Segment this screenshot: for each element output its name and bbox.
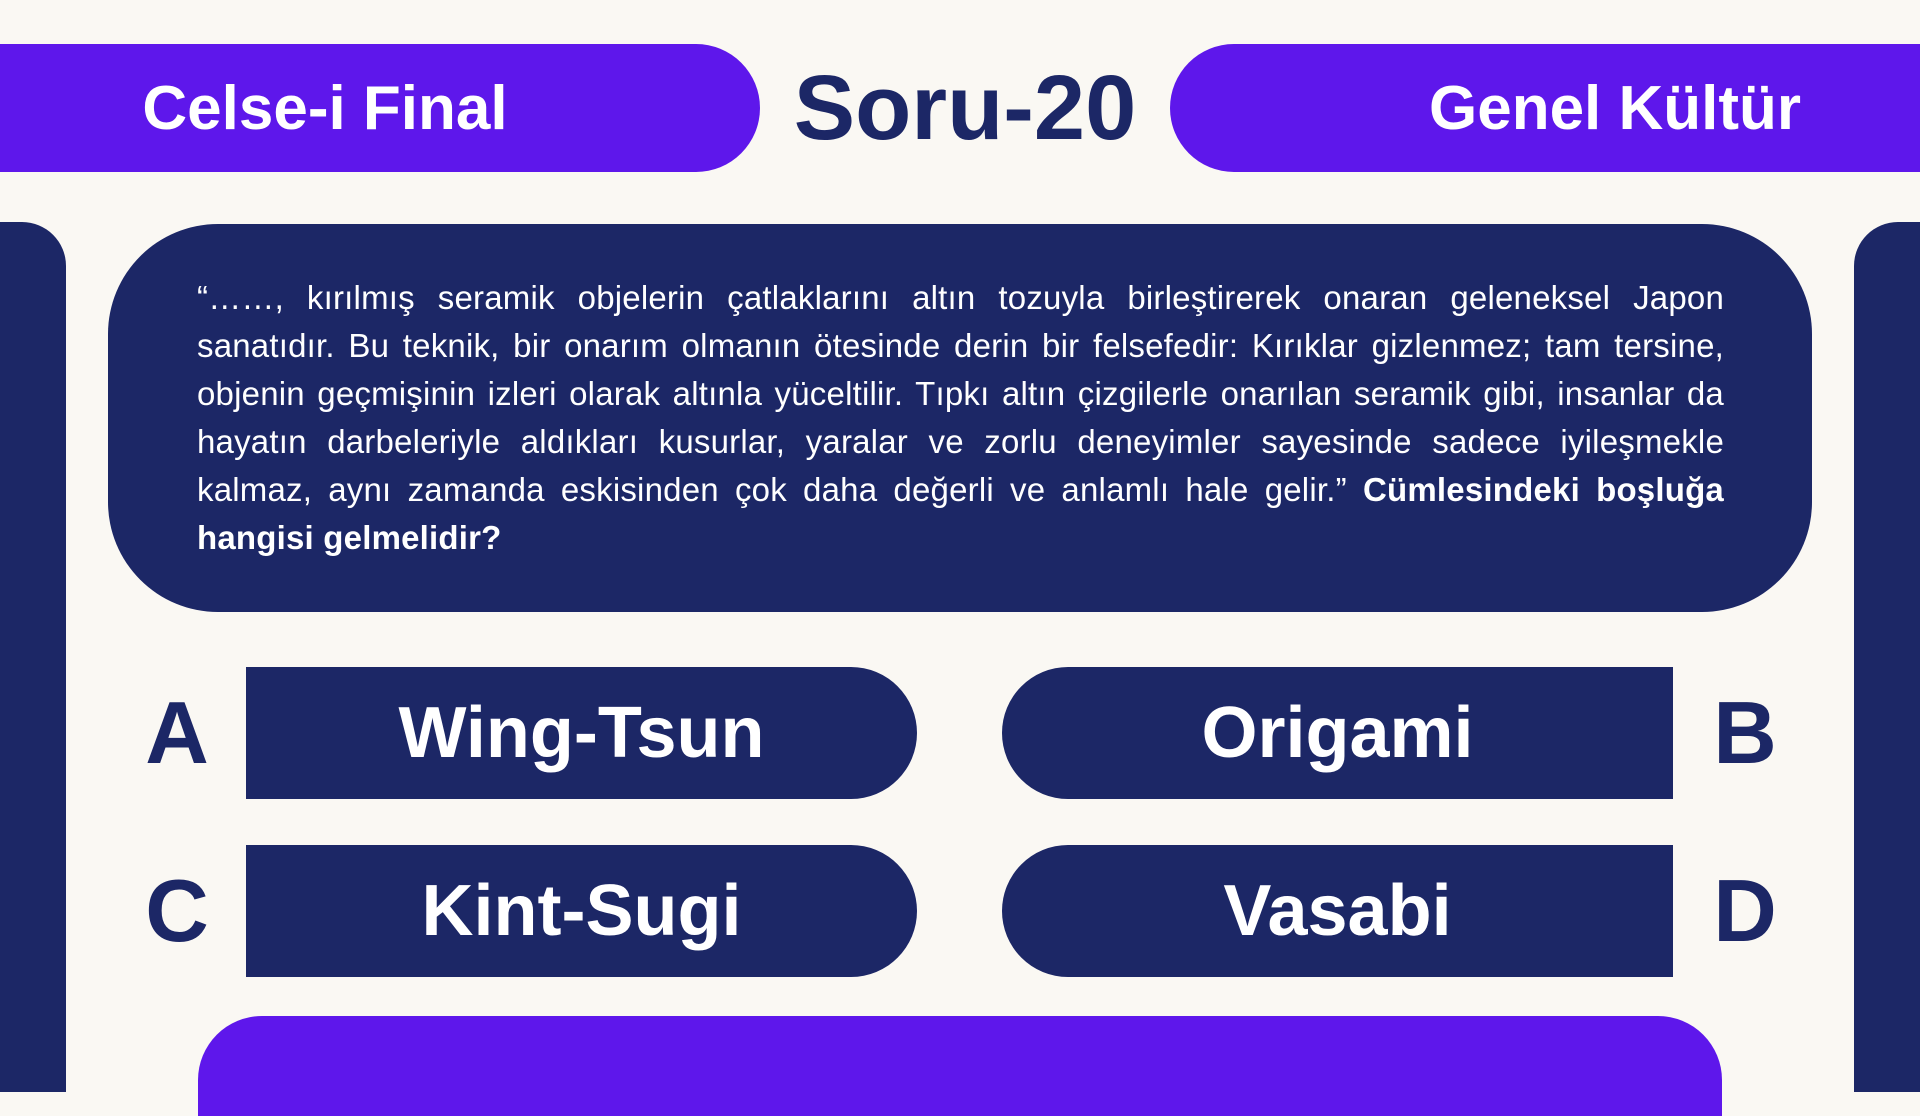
question-box [108, 224, 1812, 612]
option-letter-c: C [145, 861, 209, 960]
option-d-label: Vasabi [1223, 871, 1452, 951]
question-prompt: Cümlesindeki boşluğa hangisi gelmelidir? [197, 471, 1724, 556]
question-body: “……, kırılmış seramik objelerin çatlaklarını altın tozuyla birleştirerek onaran geleneksel Japon sanatıdır. Bu teknik, bir onarım olmanın ötesinde derin bir felsefedir: Kırıklar gizlenmez; tam tersine, objenin geçmişinin izleri olarak altınla yüceltilir. Tıpkı altın çizgilerle onarılan seramik gibi, insanlar da hayatın darbeleriyle aldıkları kusurlar, yaralar ve zorlu deneyimler sayesinde sadece iyileşmekle kalmaz, aynı zamanda eskisinden çok daha değerli ve anlamlı hale gelir.” [197, 279, 1724, 508]
header-left-banner [0, 44, 760, 172]
category-title: Genel Kültür [1428, 73, 1802, 143]
right-side-pillar [1854, 222, 1920, 1092]
question-text [197, 274, 1724, 562]
option-a-label: Wing-Tsun [398, 693, 765, 773]
option-b-label: Origami [1201, 693, 1474, 773]
option-letter-b: B [1713, 683, 1777, 782]
option-a-button[interactable] [246, 667, 917, 799]
left-side-pillar [0, 222, 66, 1092]
header-right-banner [1170, 44, 1920, 172]
event-title: Celse-i Final [142, 73, 508, 143]
option-d-button[interactable] [1002, 845, 1673, 977]
option-b-button[interactable] [1002, 667, 1673, 799]
option-c-button[interactable] [246, 845, 917, 977]
option-letter-a: A [145, 683, 209, 782]
question-number: Soru-20 [793, 56, 1137, 159]
option-c-label: Kint-Sugi [421, 871, 742, 951]
option-letter-d: D [1713, 861, 1777, 960]
bottom-banner [198, 1016, 1722, 1116]
